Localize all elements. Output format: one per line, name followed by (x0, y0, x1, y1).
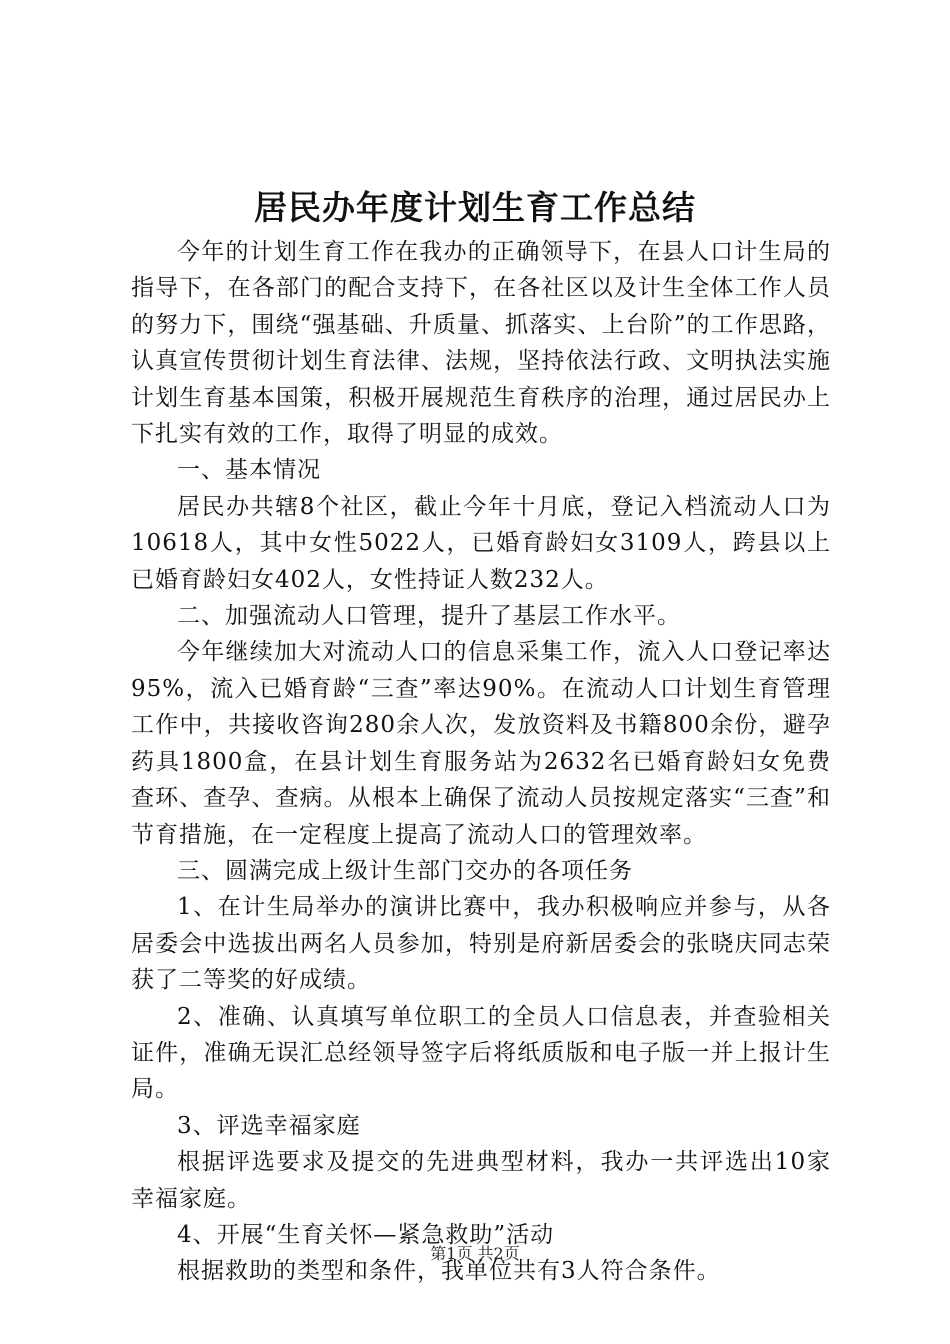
migrant-management-paragraph: 今年继续加大对流动人口的信息采集工作，流入人口登记率达95%，流入已婚育龄“三查”率达90%。在流动人口计划生育管理工作中，共接收咨询280余人次，发放资料及书籍800余份，避孕药具1800盒，在县计划生育服务站为2632名已婚育龄妇女免费查环、查孕、查病。从根本上确保了流动人员按规定落实“三查”和节育措施，在一定程度上提高了流动人口的管理效率。 (131, 639, 831, 848)
section-heading-tasks: 三、圆满完成上级计生部门交办的各项任务 (177, 857, 633, 884)
task-item-emergency-aid-heading: 4、开展“生育关怀—紧急救助”活动 (177, 1221, 555, 1248)
basic-info-paragraph: 居民办共辖8个社区，截止今年十月底，登记入档流动人口为10618人，其中女性5022人，已婚育龄妇女3109人，跨县以上已婚育龄妇女402人，女性持证人数232人。 (131, 493, 831, 593)
task-item-happy-family-heading: 3、评选幸福家庭 (177, 1112, 361, 1139)
document-title: 居民办年度计划生育工作总结 (254, 188, 696, 227)
task-item-population-info: 2、准确、认真填写单位职工的全员人口信息表，并查验相关证件，准确无误汇总经领导签字后将纸质版和电子版一并上报计生局。 (131, 1003, 831, 1103)
task-item-emergency-aid-paragraph: 根据救助的类型和条件，我单位共有3人符合条件。 (177, 1258, 721, 1285)
section-heading-basic-info: 一、基本情况 (177, 457, 321, 484)
document-body (131, 234, 831, 1290)
task-item-happy-family-paragraph: 根据评选要求及提交的先进典型材料，我办一共评选出10家幸福家庭。 (131, 1149, 831, 1212)
page-number-footer: 第1页 共2页 (430, 1244, 520, 1263)
intro-paragraph: 今年的计划生育工作在我办的正确领导下，在县人口计生局的指导下，在各部门的配合支持下，在各社区以及计生全体工作人员的努力下，围绕“强基础、升质量、抓落实、上台阶”的工作思路，认真宣传贯彻计划生育法律、法规，坚持依法行政、文明执法实施计划生育基本国策，积极开展规范生育秩序的治理，通过居民办上下扎实有效的工作，取得了明显的成效。 (131, 239, 831, 448)
section-heading-migrant-management: 二、加强流动人口管理，提升了基层工作水平。 (177, 603, 681, 630)
task-item-speech-contest: 1、在计生局举办的演讲比赛中，我办积极响应并参与，从各居委会中选拔出两名人员参加，特别是府新居委会的张晓庆同志荣获了二等奖的好成绩。 (131, 894, 831, 994)
